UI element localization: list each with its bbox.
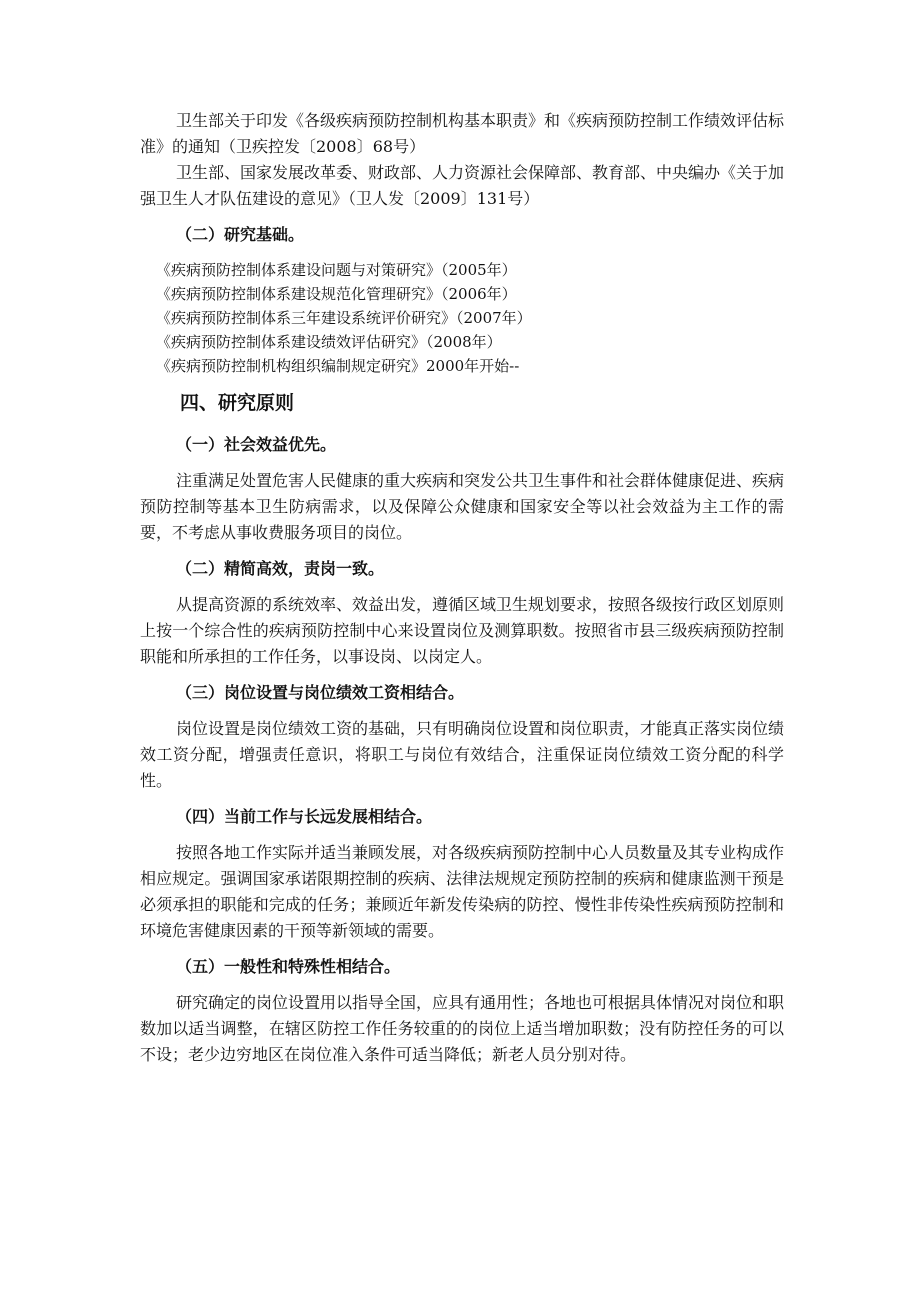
reference-item: 《疾病预防控制体系建设规范化管理研究》（2006年） xyxy=(156,285,517,303)
principle-heading: （一）社会效益优先。 xyxy=(176,435,337,454)
document-page xyxy=(140,108,784,1068)
principle-heading: （二）精简高效，责岗一致。 xyxy=(176,559,385,578)
research-basis-heading: （二）研究基础。 xyxy=(176,225,305,244)
reference-item: 《疾病预防控制体系三年建设系统评价研究》（2007年） xyxy=(156,309,532,327)
reference-item: 《疾病预防控制体系建设问题与对策研究》（2005年） xyxy=(156,261,517,279)
principle-heading: （五）一般性和特殊性相结合。 xyxy=(176,957,401,976)
principle-body: 按照各地工作实际并适当兼顾发展，对各级疾病预防控制中心人员数量及其专业构成作相应规定。强调国家承诺限期控制的疾病、法律法规规定预防控制的疾病和健康监测干预是必须承担的职能和完成的任务；兼顾近年新发传染病的防控、慢性非传染性疾病预防控制和环境危害健康因素的干预等新领域的需要。 xyxy=(140,843,785,940)
principles-heading: 四、研究原则 xyxy=(180,392,295,414)
principle-body: 注重满足处置危害人民健康的重大疾病和突发公共卫生事件和社会群体健康促进、疾病预防控制等基本卫生防病需求，以及保障公众健康和国家安全等以社会效益为主工作的需要，不考虑从事收费服务项目的岗位。 xyxy=(140,471,785,542)
principle-body: 从提高资源的系统效率、效益出发，遵循区域卫生规划要求，按照各级按行政区划原则上按一个综合性的疾病预防控制中心来设置岗位及测算职数。按照省市县三级疾病预防控制职能和所承担的工作任务，以事设岗、以岗定人。 xyxy=(140,595,785,666)
principle-heading: （四）当前工作与长远发展相结合。 xyxy=(176,807,433,826)
reference-item: 《疾病预防控制体系建设绩效评估研究》（2008年） xyxy=(156,333,502,351)
intro-paragraph: 卫生部、国家发展改革委、财政部、人力资源社会保障部、教育部、中央编办《关于加强卫生人才队伍建设的意见》（卫人发〔2009〕131号） xyxy=(140,163,785,208)
principle-heading: （三）岗位设置与岗位绩效工资相结合。 xyxy=(176,683,465,702)
intro-paragraph: 卫生部关于印发《各级疾病预防控制机构基本职责》和《疾病预防控制工作绩效评估标准》的通知（卫疾控发〔2008〕68号） xyxy=(140,111,785,156)
principle-body: 研究确定的岗位设置用以指导全国，应具有通用性；各地也可根据具体情况对岗位和职数加以适当调整，在辖区防控工作任务较重的的岗位上适当增加职数；没有防控任务的可以不设；老少边穷地区在岗位准入条件可适当降低；新老人员分别对待。 xyxy=(140,993,785,1064)
reference-item: 《疾病预防控制机构组织编制规定研究》2000年开始-- xyxy=(156,357,520,375)
principle-body: 岗位设置是岗位绩效工资的基础，只有明确岗位设置和岗位职责，才能真正落实岗位绩效工资分配，增强责任意识，将职工与岗位有效结合，注重保证岗位绩效工资分配的科学性。 xyxy=(140,719,785,790)
